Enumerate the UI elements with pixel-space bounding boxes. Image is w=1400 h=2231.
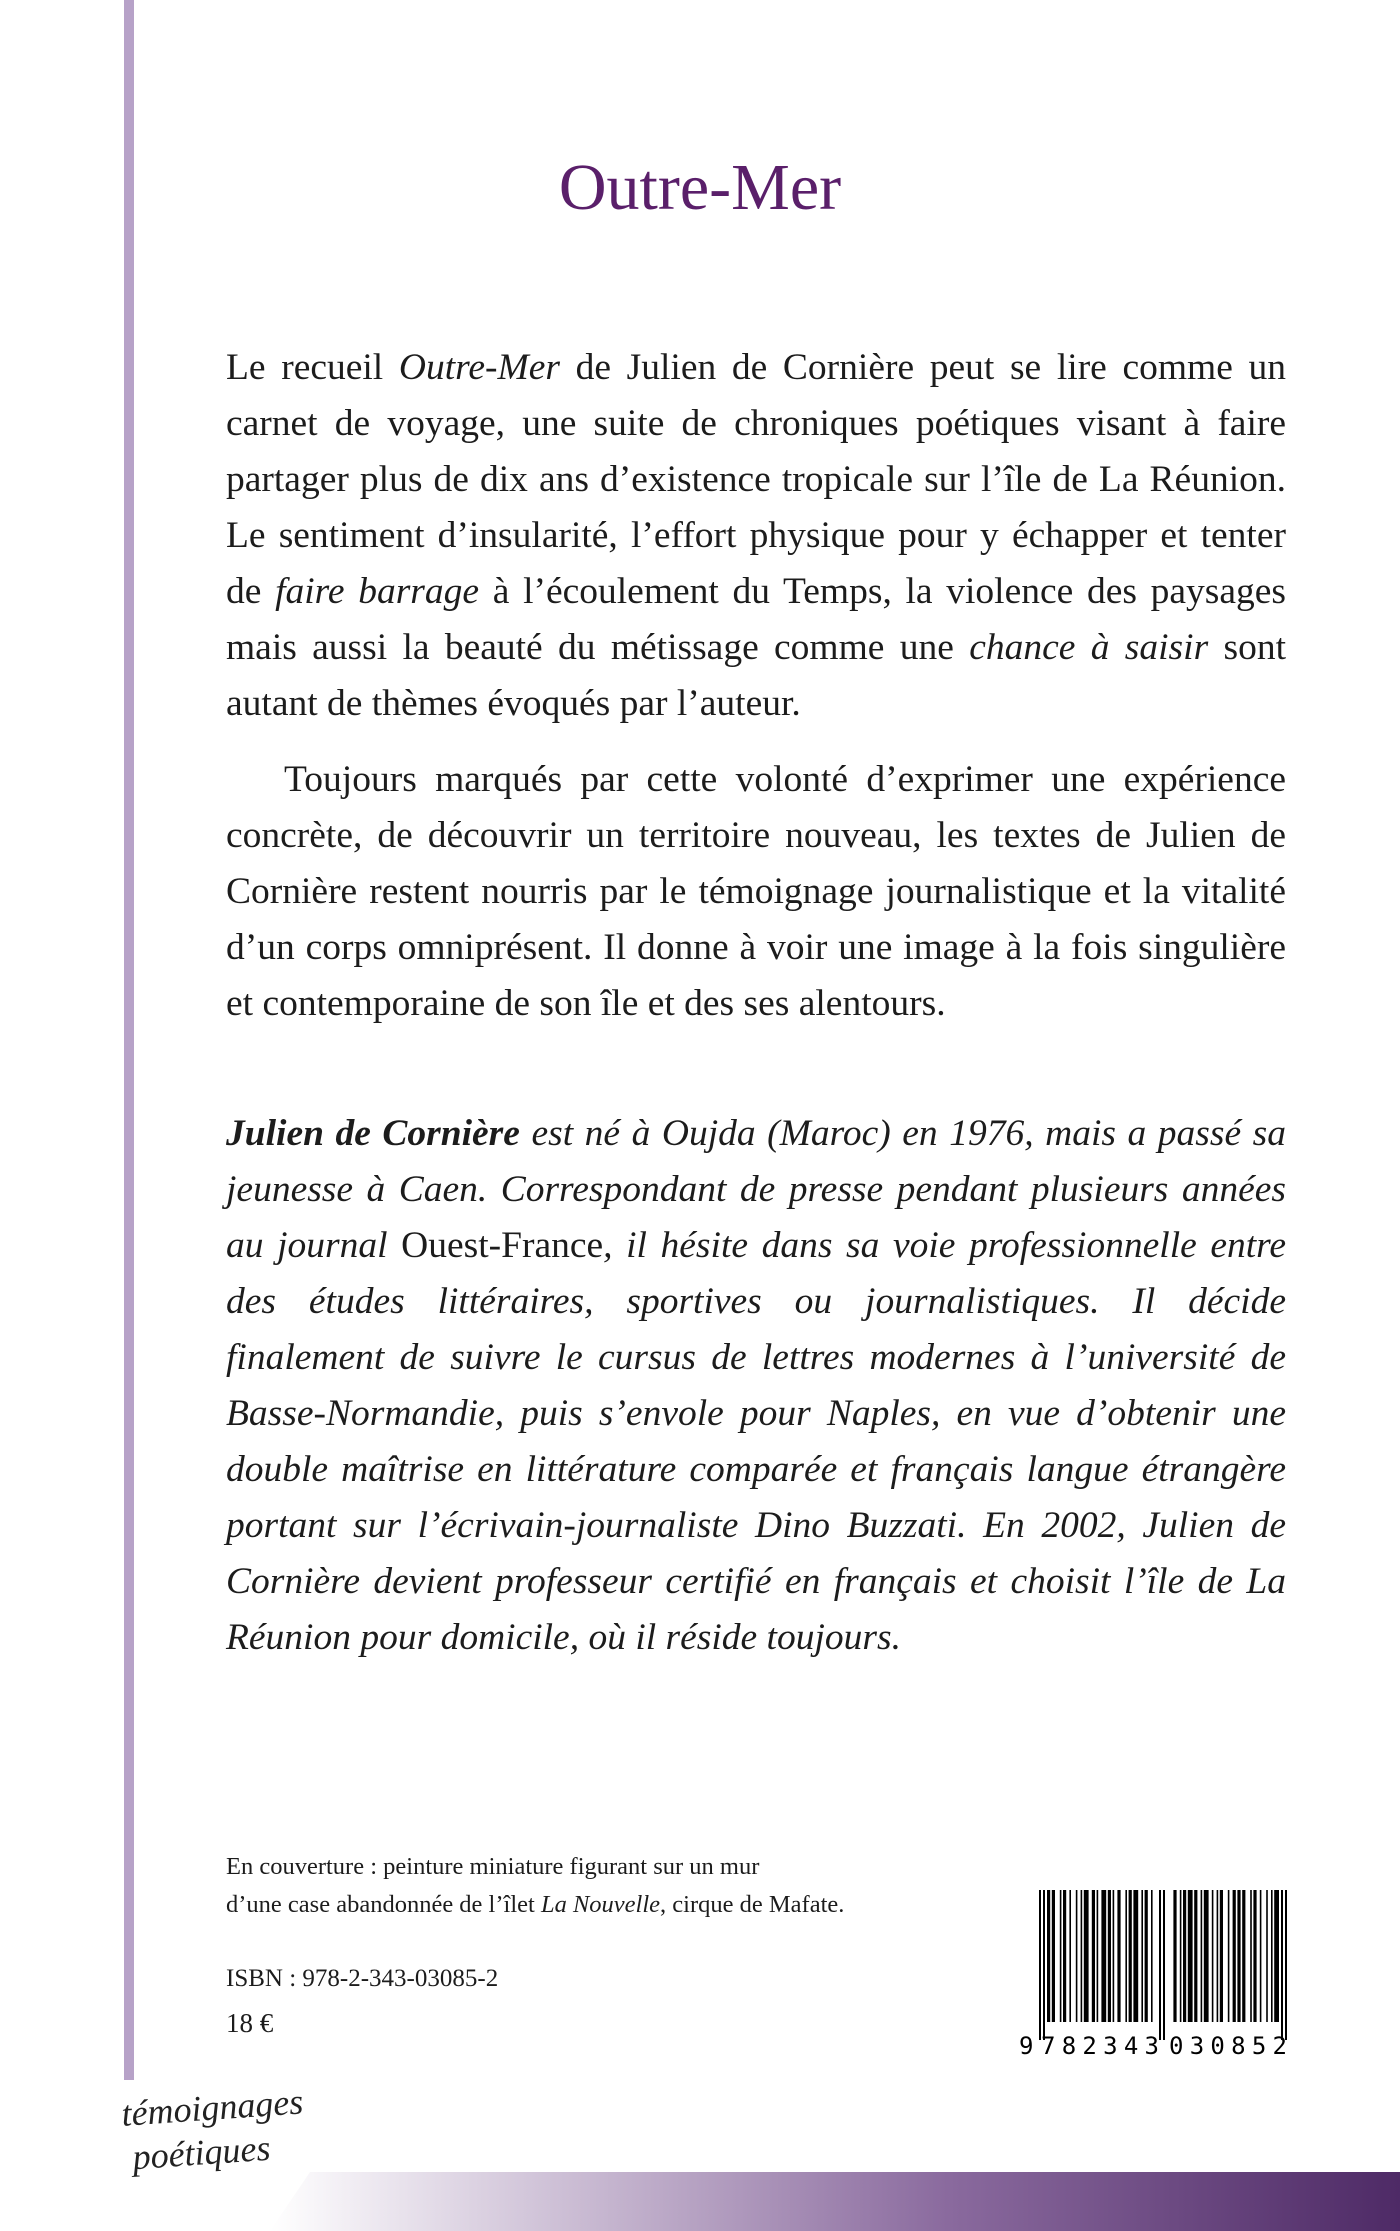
caption-line-2c: , cirque de Mafate. xyxy=(660,1891,845,1918)
summary-paragraph-2: Toujours marqués par cette volonté d’exprimer une expérience concrète, de découvrir un territoire nouveau, les textes de Julien de Cornière restent nourris par le témoignage journalistique et la vitalité d’un corps omniprésent. Il donne à voir une image à la fois singulière et contemporaine de son île et des ses alentours. xyxy=(226,759,1286,1024)
author-biography xyxy=(226,1106,1286,1666)
collection-line-1: témoignages xyxy=(120,2081,305,2134)
summary-paragraph-1 xyxy=(226,340,1286,732)
caption-place-name: La Nouvelle xyxy=(540,1891,661,1918)
p1-emphasis-2: chance à saisir xyxy=(969,627,1209,668)
bio-text-2: , il hésite dans sa voie professionnelle entre des études littéraires, sportives ou journalistiques. Il décide finalement de suivre le cursus de lettres modernes à l’université de Basse-Normandie, puis s’envole pour Naples, en vue d’obtenir une double maîtrise en littérature comparée et français langue étrangère portant sur l’écrivain-journaliste Dino Buzzati. En 2002, Julien de Cornière devient professeur certifié en français et choisit l’île de La Réunion pour domicile, où il réside toujours. xyxy=(226,1225,1287,1658)
barcode-bars xyxy=(1039,1890,1287,2040)
isbn: ISBN : 978-2-343-03085-2 xyxy=(226,1965,499,1992)
cover-caption xyxy=(226,1848,844,1924)
book-title: Outre-Mer xyxy=(558,151,842,224)
bottom-gradient-band xyxy=(270,2172,1400,2231)
price: 18 € xyxy=(226,2008,274,2038)
p1-text-2: de Julien de Cornière peut se lire comme un carnet de voyage, une suite de chroniques poétiques visant à faire partager plus de dix ans d’existence tropicale sur l’île de La Réunion. Le sentiment d’insularité, l’effort physique pour y échapper et tenter de xyxy=(226,347,1286,612)
barcode-group-1: 782343 xyxy=(1041,2032,1159,2060)
p1-book-title: Outre-Mer xyxy=(398,347,560,388)
barcode-first-digit: 9 xyxy=(1019,2032,1034,2060)
author-name: Julien de Cornière xyxy=(226,1113,520,1154)
caption-line-2a: d’une case abandonnée de l’îlet xyxy=(226,1891,541,1918)
p1-text-3: à l’écoulement du Temps, la violence des paysages mais aussi la beauté du métissage comme une xyxy=(226,571,1287,668)
collection-logo xyxy=(120,2079,308,2179)
left-decorative-rule xyxy=(124,0,134,2080)
p1-text-1: Le recueil xyxy=(226,347,399,388)
barcode-group-2: 030852 xyxy=(1169,2032,1287,2060)
barcode xyxy=(1017,1890,1300,2060)
collection-line-2: poétiques xyxy=(131,2127,272,2178)
caption-line-1: En couverture : peinture miniature figurant sur un mur xyxy=(226,1853,760,1880)
p1-emphasis-1: faire barrage xyxy=(275,571,480,612)
bio-text-1: est né à Oujda (Maroc) en 1976, mais a passé sa jeunesse à Caen. Correspondant de presse pendant plusieurs années au journal xyxy=(226,1113,1286,1266)
p1-text-4: sont autant de thèmes évoqués par l’auteur. xyxy=(226,627,1287,724)
newspaper-name: Ouest-France xyxy=(401,1225,604,1266)
